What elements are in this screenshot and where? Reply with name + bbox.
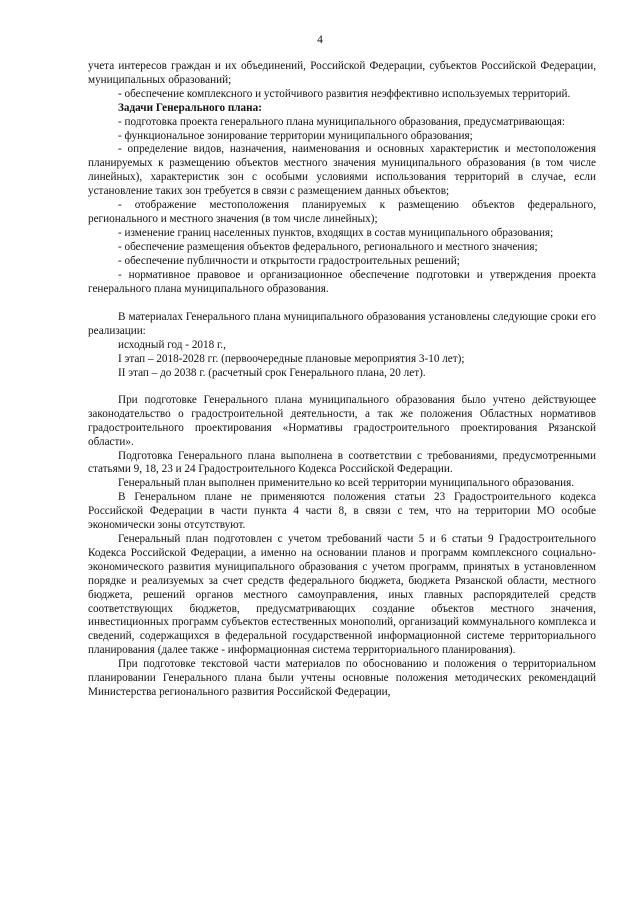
paragraph: В материалах Генерального плана муниципального образования установлены следующие сроки его реализации: <box>88 311 596 338</box>
list-item: исходный год - 2018 г., <box>118 339 226 352</box>
paragraph: - обеспечение комплексного и устойчивого развития неэффективно используемых территорий. <box>118 87 571 100</box>
paragraph: - подготовка проекта генерального плана муниципального образования, предусматривающая: <box>118 115 565 128</box>
paragraph: Генеральный план подготовлен с учетом требований части 5 и 6 статьи 9 Градостроительного Кодекса Российской Федерации, а именно на основании планов и программ комплексного социально-экономического развития муниципального образования с учетом программ, принятых в установленном порядке и реализуемых за счет средств федерального бюджета, бюджета Рязанской области, местного бюджета, решений органов местного самоуправления, иных главных распорядителей средств соответствующих бюджетов, предусматривающих создание объектов местного значения, инвестиционных программ субъектов естественных монополий, организаций коммунального комплекса и сведений, содержащихся в федеральной государственной информационной системе территориального планирования (далее также - информационная система территориального планирования). <box>88 533 596 657</box>
list-item: - обеспечение размещения объектов федерального, регионального и местного значения; <box>118 240 538 253</box>
section-heading: Задачи Генерального плана: <box>118 101 262 114</box>
list-item: II этап – до 2038 г. (расчетный срок Генерального плана, 20 лет). <box>118 367 426 380</box>
paragraph: При подготовке текстовой части материалов по обоснованию и положения о территориальном планировании Генерального плана были учтены основные положения методических рекомендаций Министерства регионального развития Российской Федерации, <box>88 658 596 698</box>
list-item: - отображение местоположения планируемых к размещению объектов федерального, регионального и местного значения (в том числе линейных); <box>88 199 596 225</box>
list-item: - определение видов, назначения, наименования и основных характеристик и местоположения планируемых к размещению объектов местного значения муниципального образования (в том числе линейных), характеристик зон с особыми условиями использования территорий в случае, если установление таких зон требуется в связи с размещением данных объектов; <box>88 143 596 198</box>
paragraph: Подготовка Генерального плана выполнена в соответствии с требованиями, предусмотренными статьями 9, 18, 23 и 24 Градостроительного Кодекса Российской Федерации. <box>88 449 596 476</box>
document-body <box>88 60 596 700</box>
list-item: - изменение границ населенных пунктов, входящих в состав муниципального образования; <box>118 226 554 239</box>
paragraph: Генеральный план выполнен применительно ко всей территории муниципального образования. <box>118 477 575 490</box>
page-number: 4 <box>317 34 323 46</box>
paragraph: В Генеральном плане не применяются положения статьи 23 Градостроительного кодекса Российской Федерации в части пункта 4 части 8, в связи с тем, что на территории МО особые экономически зоны отсутствуют. <box>88 491 596 532</box>
list-item: - нормативное правовое и организационное обеспечение подготовки и утверждения проекта генерального плана муниципального образования. <box>88 268 596 295</box>
list-item: - обеспечение публичности и открытости градостроительных решений; <box>118 254 460 267</box>
list-item: I этап – 2018-2028 гг. (первоочередные плановые мероприятия 3-10 лет); <box>118 353 465 366</box>
paragraph: При подготовке Генерального плана муниципального образования было учтено действующее законодательство о градостроительной деятельности, а так же положения Областных нормативов градостроительного проектирования «Нормативы градостроительного проектирования Рязанской области». <box>88 393 596 448</box>
list-item: - функциональное зонирование территории муниципального образования; <box>118 129 473 142</box>
paragraph: учета интересов граждан и их объединений, Российской Федерации, субъектов Российской Федерации, муниципальных образований; <box>88 60 596 86</box>
